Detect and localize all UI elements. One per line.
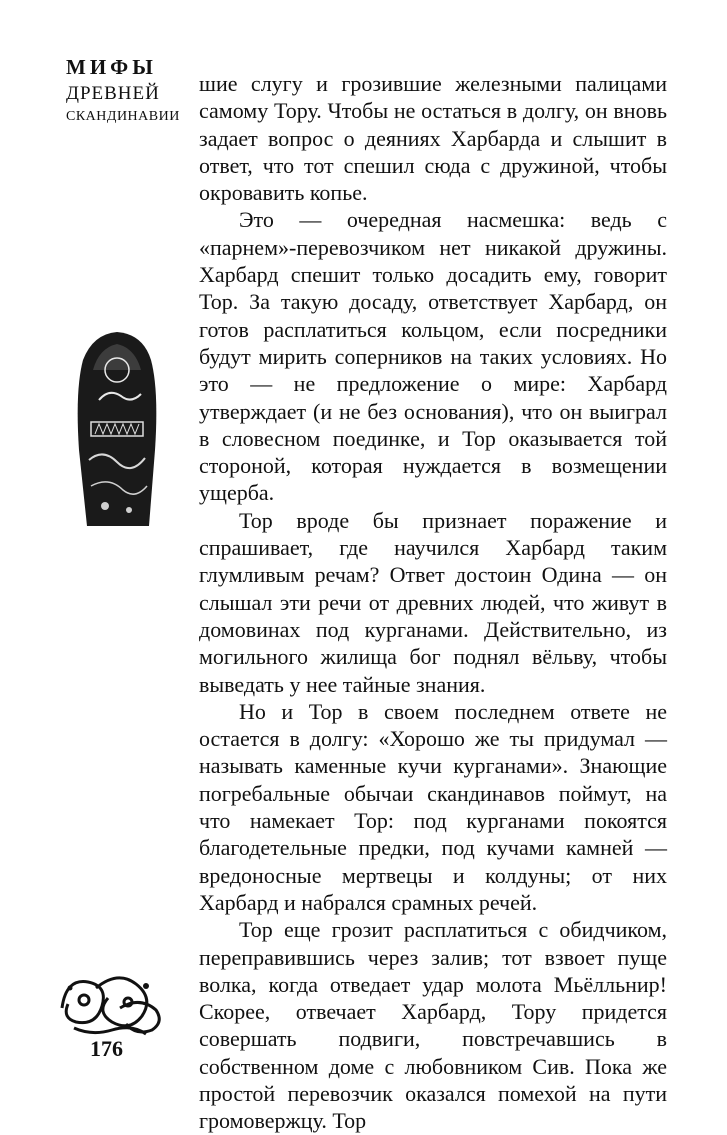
header-line-3: СКАНДИНАВИИ bbox=[66, 109, 180, 124]
knotwork-ornament bbox=[56, 968, 166, 1038]
paragraph: шие слугу и грозившие железными палицами самому Тору. Чтобы не остаться в долгу, он вновь задает вопрос о деяниях Харбарда и слышит в ответ, что тот спешил сюда с дружиной, чтобы окровавить копье. bbox=[199, 71, 667, 206]
paragraph: Это — очередная насмешка: ведь с «парнем»-перевозчиком нет никакой дружины. Харбард спешит только досадить ему, говорит Тор. За такую досаду, ответствует Харбард, он готов расплатиться кольцом, если посредники будут мирить соперников на таких условиях. Но это — не предложение о мире: Харбард утверждает (и не без основания), что он выиграл в словесном поединке, и Тор оказывается той стороной, которая нуждается в возмещении ущерба. bbox=[199, 207, 667, 506]
paragraph: Но и Тор в своем последнем ответе не остается в долгу: «Хорошо же ты придумал — называть каменные кучи курганами». Знающие погребальные обычаи скандинавов поймут, на что намекает Тор: под курганами покоятся благодетельные предки, под кучами камней — вредоносные мертвецы и колдуны; от них Харбард и набрался срамных речей. bbox=[199, 698, 667, 915]
body-text bbox=[199, 70, 667, 1135]
paragraph: Тор вроде бы признает поражение и спрашивает, где научился Харбард таким глумливым речам? Ответ достоин Одина — он слышал эти речи от древних людей, что живут в домовинах под курганами. Действительно, из могильного жилища бог поднял вёльву, чтобы выведать у нее тайные знания. bbox=[199, 507, 667, 697]
header-line-2: ДРЕВНЕЙ bbox=[66, 83, 160, 104]
running-header bbox=[66, 54, 180, 128]
header-line-1: МИФЫ bbox=[66, 55, 157, 79]
runestone-illustration bbox=[69, 330, 163, 526]
paragraph: Тор еще грозит расплатиться с обидчиком, переправившись через залив; тот взвоет пуще волка, когда отведает удар молота Мьёлльнир! Скорее, отвечает Харбард, Тору придется совершать подвиги, повстречавшись в собственном доме с любовником Сив. Пока же простой перевозчик оказался помехой на пути громовержцу. Тор bbox=[199, 917, 667, 1134]
page-number: 176 bbox=[90, 1036, 123, 1061]
